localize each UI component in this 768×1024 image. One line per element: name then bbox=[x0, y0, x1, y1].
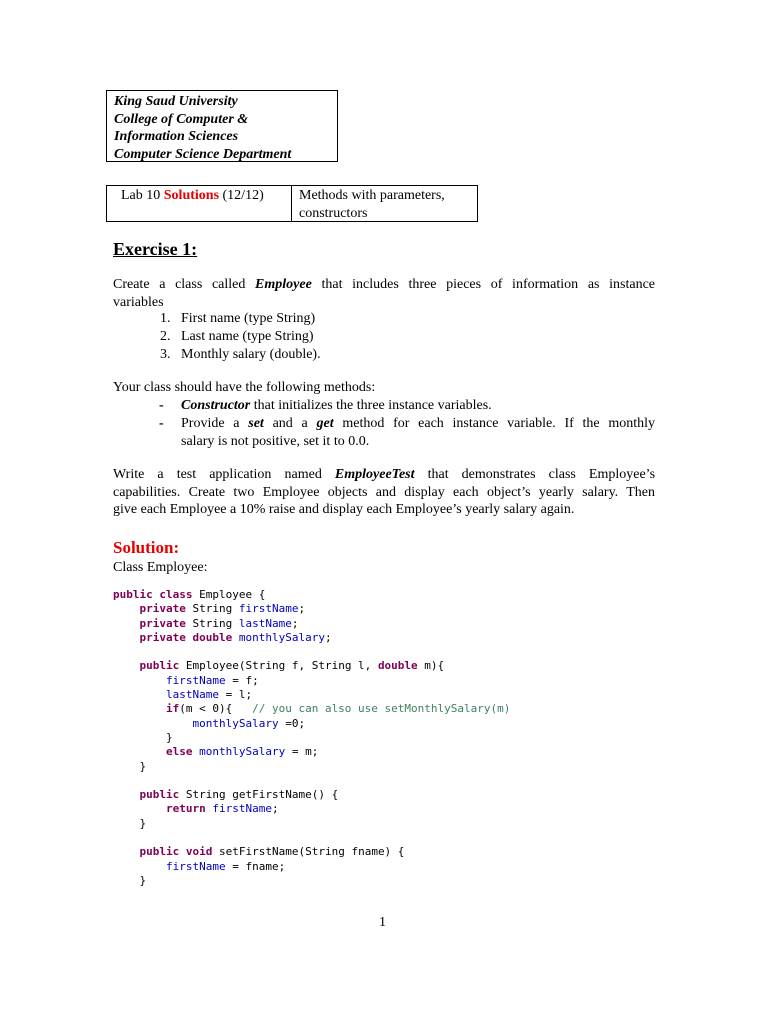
lab-label: Lab 10 bbox=[121, 188, 161, 203]
code-block: public class Employee { private String firstName; private String lastName; private double monthlySalary; public Employee(String f, String l, double m){ firstName = f; lastName = l; if(m < 0){ // you can also use setMonthlySalary(m) monthlySalary =0; } else monthlySalary = m; } public String getFirstName() { return firstName; } public void setFirstName(String fname) { firstName = fname; } bbox=[113, 588, 511, 887]
list-item: 3. Monthly salary (double). bbox=[160, 347, 321, 362]
intro-text: variables bbox=[113, 294, 164, 310]
institution-line: Computer Science Department bbox=[114, 146, 292, 162]
lab-topic-line: constructors bbox=[299, 205, 368, 221]
list-item: - Constructor that initializes the three instance variables. bbox=[159, 398, 492, 413]
lab-date: (12/12) bbox=[222, 188, 264, 203]
lab-title-cell bbox=[107, 186, 292, 221]
test-paragraph: Write a test application named EmployeeTest that demonstrates class Employee’s capabilities. Create two Employee objects and display each object’s yearly salary. Then give each Employee a 10% raise and display each Employee’s yearly salary again. bbox=[113, 467, 656, 517]
institution-line: Information Sciences bbox=[114, 129, 239, 144]
constructor-word: Constructor bbox=[181, 398, 251, 413]
institution-line: King Saud University bbox=[114, 94, 238, 109]
page-number: 1 bbox=[379, 915, 386, 930]
institution-box bbox=[106, 90, 338, 162]
list-item: 2. Last name (type String) bbox=[160, 329, 314, 344]
lab-topic-line: Methods with parameters, bbox=[299, 188, 445, 203]
exercise-title: Exercise 1: bbox=[113, 239, 198, 259]
solution-subtitle: Class Employee: bbox=[113, 560, 208, 575]
methods-list bbox=[159, 397, 656, 450]
intro-text: Create a class called bbox=[113, 277, 246, 292]
institution-line: College of Computer & bbox=[114, 111, 249, 127]
lab-topic-cell bbox=[292, 186, 477, 221]
solution-title: Solution: bbox=[113, 538, 180, 557]
intro-text: that includes three pieces of information as instance bbox=[321, 277, 656, 292]
class-name: Employee bbox=[255, 277, 312, 292]
variables-list bbox=[160, 310, 321, 364]
solutions-label: Solutions bbox=[163, 188, 220, 203]
exercise-intro bbox=[113, 276, 655, 311]
test-class-name: EmployeeTest bbox=[334, 467, 415, 482]
methods-intro: Your class should have the following methods: bbox=[113, 380, 376, 395]
list-item: 1. First name (type String) bbox=[160, 311, 316, 326]
code-comment: // you can also use setMonthlySalary(m) bbox=[252, 702, 511, 716]
list-item: - Provide a set and a get method for each instance variable. If the monthly salary is not positive, set it to 0.0. bbox=[159, 416, 656, 449]
lab-info-table bbox=[106, 185, 478, 222]
